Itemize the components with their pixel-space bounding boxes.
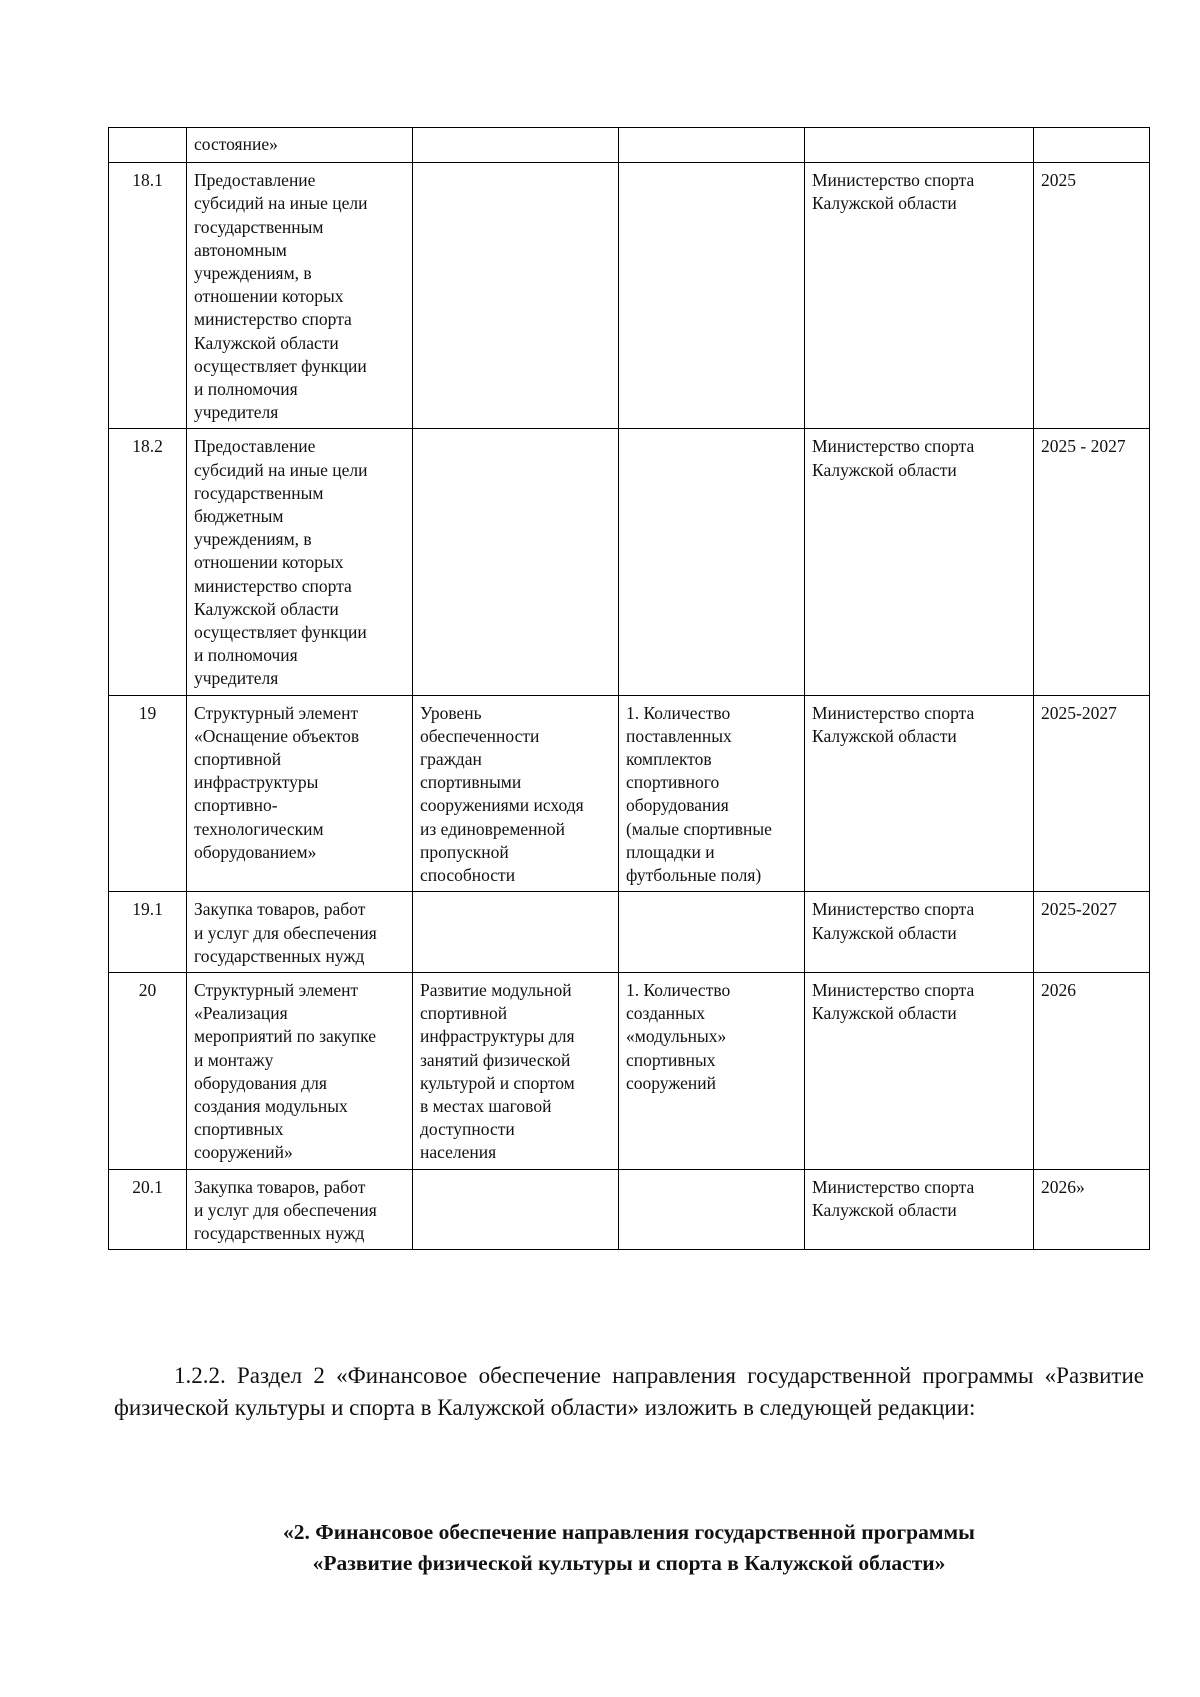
cell-line: осуществляет функции — [194, 622, 367, 643]
cell-line: отношении которых — [194, 552, 344, 573]
cell-executor — [805, 429, 1034, 695]
cell-line: государственным — [194, 482, 324, 503]
cell-line: пропускной — [420, 841, 509, 862]
section-heading-line-2: «Развитие физической культуры и спорта в Калужской области» — [312, 1551, 946, 1575]
cell-line: осуществляет функции — [194, 355, 367, 376]
table-row — [109, 429, 1150, 695]
cell-line: оборудованием» — [194, 841, 317, 862]
cell-line: футбольные поля) — [626, 865, 762, 886]
cell-line: Министерство спорта — [812, 1176, 975, 1197]
cell-line: «модульных» — [626, 1026, 727, 1047]
cell-number — [109, 128, 187, 163]
cell-executor — [805, 892, 1034, 973]
cell-line: созданных — [626, 1003, 706, 1024]
cell-line: Калужской области — [194, 598, 339, 619]
cell-period: 2026» — [1034, 1169, 1150, 1250]
cell-line: оборудования для — [194, 1072, 327, 1093]
cell-line: Министерство спорта — [812, 436, 975, 457]
table-row — [109, 163, 1150, 429]
cell-line: занятий физической — [420, 1049, 571, 1070]
cell-indicator — [619, 163, 805, 429]
cell-line: создания модульных — [194, 1095, 348, 1116]
cell-line: Калужской области — [194, 332, 339, 353]
cell-indicator — [619, 128, 805, 163]
cell-number: 18.1 — [109, 163, 187, 429]
cell-line: министерство спорта — [194, 575, 352, 596]
cell-line: сооружений — [626, 1072, 717, 1093]
cell-line: субсидий на иные цели — [194, 193, 368, 214]
cell-line: Калужской области — [812, 459, 957, 480]
table-row — [109, 972, 1150, 1169]
cell-line: государственных нужд — [194, 945, 365, 966]
cell-line: Калужской области — [812, 725, 957, 746]
cell-number: 19 — [109, 695, 187, 892]
cell-line: Уровень — [420, 702, 482, 723]
cell-line: Предоставление — [194, 170, 316, 191]
cell-line: субсидий на иные цели — [194, 459, 368, 480]
cell-line: поставленных — [626, 725, 732, 746]
cell-goal — [413, 695, 619, 892]
cell-line: спортивными — [420, 772, 522, 793]
cell-line: Калужской области — [812, 922, 957, 943]
program-table — [108, 127, 1150, 1250]
cell-goal — [413, 972, 619, 1169]
cell-period: 2025 - 2027 — [1034, 429, 1150, 695]
cell-number: 20.1 — [109, 1169, 187, 1250]
cell-line: Калужской области — [812, 1003, 957, 1024]
cell-line: учредителя — [194, 668, 279, 689]
cell-line: обеспеченности — [420, 725, 540, 746]
table-row — [109, 892, 1150, 973]
table-row — [109, 695, 1150, 892]
cell-line: граждан — [420, 749, 482, 770]
cell-line: и полномочия — [194, 645, 298, 666]
cell-line: Закупка товаров, работ — [194, 1176, 366, 1197]
cell-line: спортивных — [626, 1049, 716, 1070]
cell-line: сооружениями исходя — [420, 795, 584, 816]
cell-period: 2025-2027 — [1034, 695, 1150, 892]
cell-line: инфраструктуры — [194, 772, 319, 793]
cell-number: 18.2 — [109, 429, 187, 695]
cell-number: 20 — [109, 972, 187, 1169]
cell-line: состояние» — [194, 134, 278, 154]
cell-line: учреждениям, в — [194, 263, 312, 284]
cell-line: бюджетным — [194, 506, 284, 527]
cell-name — [187, 128, 413, 163]
cell-line: спортивно- — [194, 795, 278, 816]
cell-line: оборудования — [626, 795, 729, 816]
cell-name — [187, 429, 413, 695]
cell-period: 2026 — [1034, 972, 1150, 1169]
cell-line: учреждениям, в — [194, 529, 312, 550]
cell-period: 2025-2027 — [1034, 892, 1150, 973]
cell-executor — [805, 1169, 1034, 1250]
amendment-paragraph: 1.2.2. Раздел 2 «Финансовое обеспечение направления государственной программы «Развитие физической культуры и спорта в Калужской области» изложить в следующей редакции: — [114, 1363, 1144, 1420]
cell-line: министерство спорта — [194, 309, 352, 330]
cell-line: спортивной — [194, 749, 282, 770]
cell-name — [187, 1169, 413, 1250]
cell-line: 1. Количество — [626, 979, 731, 1000]
cell-line: Министерство спорта — [812, 702, 975, 723]
cell-line: «Реализация — [194, 1003, 288, 1024]
cell-line: и монтажу — [194, 1049, 274, 1070]
cell-line: спортивного — [626, 772, 720, 793]
cell-line: Развитие модульной — [420, 979, 572, 1000]
cell-goal — [413, 163, 619, 429]
cell-indicator — [619, 429, 805, 695]
cell-goal — [413, 429, 619, 695]
cell-line: отношении которых — [194, 286, 344, 307]
cell-line: инфраструктуры для — [420, 1026, 575, 1047]
cell-line: и полномочия — [194, 379, 298, 400]
table-row — [109, 1169, 1150, 1250]
cell-executor — [805, 695, 1034, 892]
cell-line: из единовременной — [420, 818, 566, 839]
cell-line: доступности — [420, 1119, 515, 1140]
cell-line: 1. Количество — [626, 702, 731, 723]
cell-line: сооружений» — [194, 1142, 293, 1163]
cell-line: Структурный элемент — [194, 702, 359, 723]
cell-goal — [413, 128, 619, 163]
cell-line: государственных нужд — [194, 1222, 365, 1243]
section-heading-line-1: «2. Финансовое обеспечение направления государственной программы — [283, 1520, 975, 1544]
cell-name — [187, 892, 413, 973]
cell-line: и услуг для обеспечения — [194, 1199, 377, 1220]
cell-executor — [805, 128, 1034, 163]
cell-line: спортивной — [420, 1003, 508, 1024]
cell-name — [187, 695, 413, 892]
cell-line: Структурный элемент — [194, 979, 359, 1000]
cell-line: Министерство спорта — [812, 170, 975, 191]
cell-line: Министерство спорта — [812, 979, 975, 1000]
cell-number: 19.1 — [109, 892, 187, 973]
cell-line: площадки и — [626, 841, 715, 862]
cell-line: мероприятий по закупке — [194, 1026, 376, 1047]
cell-goal — [413, 892, 619, 973]
cell-line: способности — [420, 865, 516, 886]
cell-line: Предоставление — [194, 436, 316, 457]
cell-period: 2025 — [1034, 163, 1150, 429]
cell-line: в местах шаговой — [420, 1095, 552, 1116]
cell-line: и услуг для обеспечения — [194, 922, 377, 943]
cell-line: государственным — [194, 216, 324, 237]
cell-line: (малые спортивные — [626, 818, 772, 839]
cell-goal — [413, 1169, 619, 1250]
section-heading — [114, 1517, 1144, 1579]
cell-line: культурой и спортом — [420, 1072, 575, 1093]
cell-executor — [805, 972, 1034, 1169]
cell-line: Закупка товаров, работ — [194, 899, 366, 920]
program-table-body — [109, 128, 1150, 1250]
cell-line: комплектов — [626, 749, 712, 770]
cell-line: Калужской области — [812, 193, 957, 214]
cell-line: технологическим — [194, 818, 324, 839]
table-row — [109, 128, 1150, 163]
cell-executor — [805, 163, 1034, 429]
cell-line: населения — [420, 1142, 497, 1163]
cell-name — [187, 972, 413, 1169]
cell-line: Калужской области — [812, 1199, 957, 1220]
cell-period — [1034, 128, 1150, 163]
cell-line: спортивных — [194, 1119, 284, 1140]
cell-name — [187, 163, 413, 429]
cell-line: автономным — [194, 239, 287, 260]
cell-indicator — [619, 892, 805, 973]
cell-line: учредителя — [194, 402, 279, 423]
cell-line: Министерство спорта — [812, 899, 975, 920]
cell-indicator — [619, 972, 805, 1169]
cell-line: «Оснащение объектов — [194, 725, 360, 746]
cell-indicator — [619, 695, 805, 892]
cell-indicator — [619, 1169, 805, 1250]
